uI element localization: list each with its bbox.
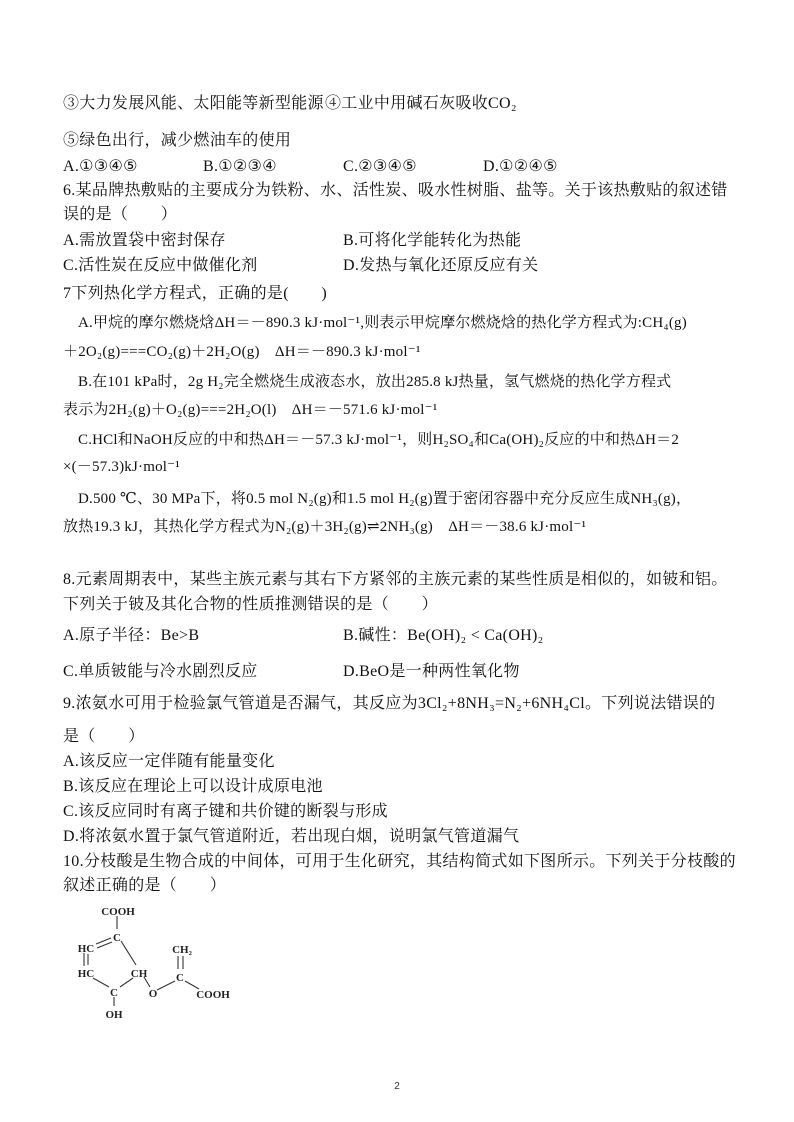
label-ch-right: CH bbox=[130, 968, 148, 980]
q6-option-d: D.发热与氧化还原反应有关 bbox=[343, 257, 539, 274]
q9-stem-line-1: 9.浓氨水可用于检验氯气管道是否漏气，其反应为3Cl₂+8NH₃=N₂+6NH₄Cl。下列说法错误的 bbox=[63, 695, 716, 712]
label-c-bottom: C bbox=[110, 987, 118, 999]
q7-stem: 7下列热化学方程式，正确的是( ) bbox=[63, 285, 328, 302]
q5-option-c: C.②③④⑤ bbox=[343, 158, 417, 175]
q8-option-b: B.碱性：Be(OH)₂ < Ca(OH)₂ bbox=[343, 627, 544, 644]
bond-line bbox=[93, 978, 109, 987]
q8-option-a: A.原子半径：Be>B bbox=[63, 627, 200, 644]
q7-option-b-line-1: B.在101 kPa时，2g H₂完全燃烧生成液态水，放出285.8 kJ热量，氢气燃烧的热化学方程式 bbox=[78, 374, 672, 390]
q7-option-d-line-2: 放热19.3 kJ，其热化学方程式为N₂(g)＋3H₂(g)⇌2NH₃(g) ΔH＝－38.6 kJ·mol⁻¹ bbox=[63, 519, 587, 535]
q8-stem-line-1: 8.元素周期表中，某些主族元素与其右下方紧邻的主族元素的某些性质是相似的，如铍和铝。 bbox=[63, 571, 728, 588]
q10-stem-line-1: 10.分枝酸是生物合成的中间体，可用于生化研究，其结构简式如下图所示。下列关于分枝酸的 bbox=[63, 853, 736, 870]
q6-option-a: A.需放置袋中密封保存 bbox=[63, 232, 226, 249]
label-c-top: C bbox=[113, 932, 121, 944]
q5-item-3: ③大力发展风能、太阳能等新型能源 bbox=[63, 95, 324, 112]
q6-option-c: C.活性炭在反应中做催化剂 bbox=[63, 257, 258, 274]
q5-item-4: ④工业中用碱石灰吸收CO₂ bbox=[325, 95, 517, 112]
label-hc-upper: HC bbox=[77, 943, 95, 955]
q5-option-a: A.①③④⑤ bbox=[63, 158, 138, 175]
label-ch2: CH₂ bbox=[172, 944, 192, 956]
q9-option-a: A.该反应一定伴随有能量变化 bbox=[63, 753, 275, 770]
q10-stem-line-2: 叙述正确的是（ ） bbox=[63, 877, 227, 894]
q9-option-c: C.该反应同时有离子键和共价键的断裂与形成 bbox=[63, 803, 388, 820]
page-number: 2 bbox=[394, 1081, 400, 1092]
label-cooh-side: COOH bbox=[196, 989, 230, 1001]
structural-formula-diagram bbox=[60, 895, 260, 1030]
label-oh: OH bbox=[105, 1009, 123, 1021]
q8-option-d: D.BeO是一种两性氧化物 bbox=[343, 663, 520, 680]
q8-stem-line-2: 下列关于铍及其化合物的性质推测错误的是（ ） bbox=[63, 596, 438, 613]
bond-line bbox=[157, 981, 175, 990]
label-c-side: C bbox=[176, 972, 184, 984]
q7-option-a-line-2: ＋2O₂(g)===CO₂(g)＋2H₂O(g) ΔH＝－890.3 kJ·mol⁻¹ bbox=[63, 344, 421, 360]
q5-item-5: ⑤绿色出行，减少燃油车的使用 bbox=[63, 132, 292, 149]
q7-option-a-line-1: A.甲烷的摩尔燃烧焓ΔH＝－890.3 kJ·mol⁻¹,则表示甲烷摩尔燃烧焓的热化学方程式为:CH₄(g) bbox=[78, 315, 687, 331]
bond-line bbox=[121, 941, 136, 965]
q9-stem-line-2: 是（ ） bbox=[63, 728, 145, 745]
q7-option-c-line-1: C.HCl和NaOH反应的中和热ΔH＝－57.3 kJ·mol⁻¹，则H₂SO₄和Ca(OH)₂反应的中和热ΔH＝2 bbox=[78, 432, 680, 448]
q6-stem-line-1: 6.某品牌热敷贴的主要成分为铁粉、水、活性炭、吸水性树脂、盐等。关于该热敷贴的叙述错 bbox=[63, 182, 728, 199]
q8-option-c: C.单质铍能与冷水剧烈反应 bbox=[63, 663, 258, 680]
q6-option-b: B.可将化学能转化为热能 bbox=[343, 232, 522, 249]
q5-option-b: B.①②③④ bbox=[203, 158, 277, 175]
q9-option-d: D.将浓氨水置于氯气管道附近，若出现白烟，说明氯气管道漏气 bbox=[63, 828, 520, 845]
q9-option-b: B.该反应在理论上可以设计成原电池 bbox=[63, 778, 323, 795]
q6-stem-line-2: 误的是（ ） bbox=[63, 206, 178, 223]
label-o: O bbox=[148, 988, 158, 1000]
bond-line bbox=[185, 981, 199, 989]
label-cooh-top: COOH bbox=[101, 906, 135, 918]
q7-option-b-line-2: 表示为2H₂(g)＋O₂(g)===2H₂O(l) ΔH＝－571.6 kJ·mol⁻¹ bbox=[63, 402, 438, 418]
q7-option-d-line-1: D.500 ℃、30 MPa下，将0.5 mol N₂(g)和1.5 mol H₂(g)置于密闭容器中充分反应生成NH₃(g)， bbox=[78, 491, 692, 507]
q7-option-c-line-2: ×(－57.3)kJ·mol⁻¹ bbox=[63, 459, 180, 475]
q5-option-d: D.①②④⑤ bbox=[483, 158, 558, 175]
label-hc-lower: HC bbox=[77, 968, 95, 980]
